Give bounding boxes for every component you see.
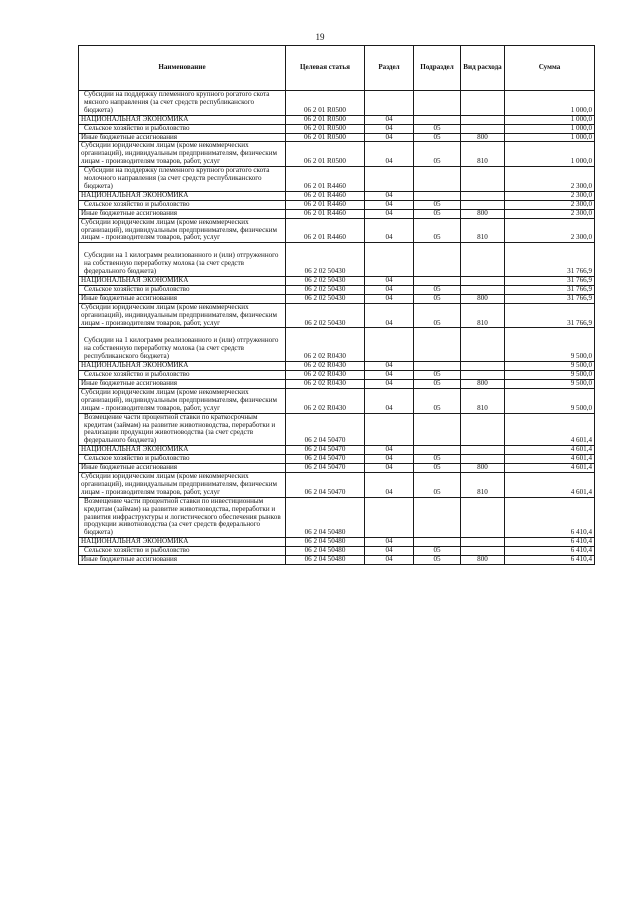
row-sum: 31 766,9 <box>505 277 595 286</box>
table-row <box>79 285 595 294</box>
header-type: Вид расхода <box>461 46 505 91</box>
header-name: Наименование <box>79 46 286 91</box>
row-sum: 6 410,4 <box>505 547 595 556</box>
row-code: 06 2 01 R4460 <box>286 218 365 243</box>
table-row <box>79 303 595 328</box>
row-section: 04 <box>365 209 414 218</box>
row-type: 810 <box>461 218 505 243</box>
row-subsection: 05 <box>414 209 461 218</box>
row-name: Сельское хозяйство и рыболовство <box>79 285 286 294</box>
row-subsection <box>414 91 461 116</box>
row-sum: 6 410,4 <box>505 556 595 565</box>
header-section: Раздел <box>365 46 414 91</box>
row-sum: 9 500,0 <box>505 388 595 413</box>
row-type <box>461 243 505 277</box>
row-code: 06 2 04 50470 <box>286 413 365 446</box>
row-code: 06 2 01 R0500 <box>286 91 365 116</box>
row-type <box>461 362 505 371</box>
row-type <box>461 115 505 124</box>
row-subsection: 05 <box>414 303 461 328</box>
row-section: 04 <box>365 380 414 389</box>
row-subsection: 05 <box>414 464 461 473</box>
row-name: Сельское хозяйство и рыболовство <box>79 547 286 556</box>
row-code: 06 2 04 50480 <box>286 556 365 565</box>
row-sum: 2 300,0 <box>505 209 595 218</box>
row-type <box>461 446 505 455</box>
row-sum: 2 300,0 <box>505 200 595 209</box>
row-type: 800 <box>461 294 505 303</box>
row-section: 04 <box>365 124 414 133</box>
row-section: 04 <box>365 446 414 455</box>
row-sum: 6 410,4 <box>505 497 595 538</box>
row-name: Субсидии на поддержку племенного крупного рогатого скота молочного направления (за счет средств республиканского бюджета) <box>79 167 286 192</box>
table-row <box>79 142 595 167</box>
row-name: Субсидии юридическим лицам (кроме некоммерческих организаций), индивидуальным предпринимателям, физическим лицам - производителям товаров, работ, услуг <box>79 218 286 243</box>
table-row <box>79 209 595 218</box>
row-section: 04 <box>365 200 414 209</box>
row-subsection: 05 <box>414 133 461 142</box>
row-code: 06 2 04 50470 <box>286 455 365 464</box>
row-sum: 2 300,0 <box>505 218 595 243</box>
row-subsection <box>414 497 461 538</box>
table-body <box>79 91 595 565</box>
row-section: 04 <box>365 464 414 473</box>
row-code: 06 2 02 R0430 <box>286 380 365 389</box>
row-sum: 2 300,0 <box>505 191 595 200</box>
row-section <box>365 497 414 538</box>
row-name: Сельское хозяйство и рыболовство <box>79 124 286 133</box>
row-name: Субсидии на 1 килограмм реализованного и (или) отгруженного на собственную переработку молока (за счет средств республиканского бюджета) <box>79 328 286 362</box>
row-sum: 4 601,4 <box>505 446 595 455</box>
row-name: Субсидии юридическим лицам (кроме некоммерческих организаций), индивидуальным предпринимателям, физическим лицам - производителям товаров, работ, услуг <box>79 142 286 167</box>
row-name: Иные бюджетные ассигнования <box>79 464 286 473</box>
row-subsection: 05 <box>414 547 461 556</box>
row-code: 06 2 02 R0430 <box>286 328 365 362</box>
row-section: 04 <box>365 115 414 124</box>
row-sum: 1 000,0 <box>505 115 595 124</box>
row-name: Субсидии на поддержку племенного крупного рогатого скота мясного направления (за счет средств республиканского бюджета) <box>79 91 286 116</box>
row-subsection: 05 <box>414 294 461 303</box>
row-subsection: 05 <box>414 472 461 497</box>
row-section: 04 <box>365 303 414 328</box>
row-sum: 4 601,4 <box>505 464 595 473</box>
table-row <box>79 124 595 133</box>
row-type <box>461 200 505 209</box>
row-name: НАЦИОНАЛЬНАЯ ЭКОНОМИКА <box>79 191 286 200</box>
header-subsection: Подраздел <box>414 46 461 91</box>
row-type: 810 <box>461 142 505 167</box>
row-type <box>461 91 505 116</box>
table-row <box>79 200 595 209</box>
row-name: Иные бюджетные ассигнования <box>79 380 286 389</box>
row-name: Сельское хозяйство и рыболовство <box>79 455 286 464</box>
row-section: 04 <box>365 218 414 243</box>
row-code: 06 2 01 R4460 <box>286 209 365 218</box>
row-code: 06 2 02 50430 <box>286 243 365 277</box>
table-row <box>79 91 595 116</box>
row-type <box>461 328 505 362</box>
row-type: 810 <box>461 303 505 328</box>
row-subsection: 05 <box>414 200 461 209</box>
row-name: Возмещение части процентной ставки по инвестиционным кредитам (займам) на развитие животноводства, переработки и развития инфраструктуры и логистического обеспечения рынков продукции животноводства (за счет средств федерального бюджета) <box>79 497 286 538</box>
table-row <box>79 556 595 565</box>
row-type <box>461 124 505 133</box>
row-section: 04 <box>365 455 414 464</box>
row-sum: 9 500,0 <box>505 380 595 389</box>
row-code: 06 2 01 R0500 <box>286 142 365 167</box>
row-section <box>365 167 414 192</box>
row-section <box>365 328 414 362</box>
row-subsection <box>414 243 461 277</box>
table-row <box>79 388 595 413</box>
row-type: 800 <box>461 556 505 565</box>
row-type: 800 <box>461 380 505 389</box>
row-type: 810 <box>461 388 505 413</box>
row-name: Сельское хозяйство и рыболовство <box>79 200 286 209</box>
row-subsection: 05 <box>414 380 461 389</box>
row-code: 06 2 01 R0500 <box>286 133 365 142</box>
row-type <box>461 191 505 200</box>
row-section: 04 <box>365 191 414 200</box>
row-name: Возмещение части процентной ставки по краткосрочным кредитам (займам) на развитие животноводства, переработки и реализации продукции животноводства (за счет средств федерального бюджета) <box>79 413 286 446</box>
row-type <box>461 277 505 286</box>
table-row <box>79 115 595 124</box>
table-row <box>79 294 595 303</box>
row-sum: 31 766,9 <box>505 243 595 277</box>
row-name: Иные бюджетные ассигнования <box>79 556 286 565</box>
header-code: Целевая статья <box>286 46 365 91</box>
row-sum: 2 300,0 <box>505 167 595 192</box>
row-name: Иные бюджетные ассигнования <box>79 294 286 303</box>
row-type <box>461 167 505 192</box>
row-section: 04 <box>365 285 414 294</box>
row-section: 04 <box>365 556 414 565</box>
row-section: 04 <box>365 362 414 371</box>
row-sum: 31 766,9 <box>505 285 595 294</box>
row-code: 06 2 01 R0500 <box>286 124 365 133</box>
row-sum: 1 000,0 <box>505 133 595 142</box>
row-code: 06 2 02 50430 <box>286 294 365 303</box>
table-row <box>79 328 595 362</box>
row-type: 810 <box>461 472 505 497</box>
row-section <box>365 243 414 277</box>
row-code: 06 2 01 R0500 <box>286 115 365 124</box>
row-type <box>461 538 505 547</box>
row-sum: 1 000,0 <box>505 142 595 167</box>
row-section: 04 <box>365 472 414 497</box>
row-sum: 4 601,4 <box>505 455 595 464</box>
row-type <box>461 413 505 446</box>
table-row <box>79 243 595 277</box>
row-code: 06 2 02 R0430 <box>286 388 365 413</box>
row-code: 06 2 02 50430 <box>286 277 365 286</box>
row-subsection <box>414 191 461 200</box>
table-row <box>79 218 595 243</box>
row-code: 06 2 04 50480 <box>286 538 365 547</box>
row-name: НАЦИОНАЛЬНАЯ ЭКОНОМИКА <box>79 446 286 455</box>
row-subsection: 05 <box>414 455 461 464</box>
row-code: 06 2 02 R0430 <box>286 362 365 371</box>
row-section: 04 <box>365 142 414 167</box>
row-code: 06 2 04 50480 <box>286 547 365 556</box>
row-subsection <box>414 167 461 192</box>
row-name: Субсидии юридическим лицам (кроме некоммерческих организаций), индивидуальным предпринимателям, физическим лицам - производителям товаров, работ, услуг <box>79 472 286 497</box>
table-row <box>79 413 595 446</box>
row-sum: 31 766,9 <box>505 303 595 328</box>
row-subsection: 05 <box>414 142 461 167</box>
row-type: 800 <box>461 209 505 218</box>
row-sum: 1 000,0 <box>505 91 595 116</box>
row-type <box>461 285 505 294</box>
row-name: НАЦИОНАЛЬНАЯ ЭКОНОМИКА <box>79 538 286 547</box>
row-code: 06 2 02 R0430 <box>286 371 365 380</box>
row-name: Иные бюджетные ассигнования <box>79 209 286 218</box>
row-name: НАЦИОНАЛЬНАЯ ЭКОНОМИКА <box>79 277 286 286</box>
row-section: 04 <box>365 547 414 556</box>
row-name: Субсидии на 1 килограмм реализованного и (или) отгруженного на собственную переработку молока (за счет средств федерального бюджета) <box>79 243 286 277</box>
row-subsection: 05 <box>414 371 461 380</box>
row-type: 800 <box>461 464 505 473</box>
row-code: 06 2 01 R4460 <box>286 200 365 209</box>
row-sum: 6 410,4 <box>505 538 595 547</box>
table-row <box>79 191 595 200</box>
row-code: 06 2 04 50480 <box>286 497 365 538</box>
row-code: 06 2 01 R4460 <box>286 191 365 200</box>
table-row <box>79 472 595 497</box>
row-code: 06 2 04 50470 <box>286 472 365 497</box>
row-subsection: 05 <box>414 556 461 565</box>
row-name: Иные бюджетные ассигнования <box>79 133 286 142</box>
row-code: 06 2 01 R4460 <box>286 167 365 192</box>
row-name: Субсидии юридическим лицам (кроме некоммерческих организаций), индивидуальным предпринимателям, физическим лицам - производителям товаров, работ, услуг <box>79 388 286 413</box>
row-type <box>461 497 505 538</box>
row-sum: 9 500,0 <box>505 362 595 371</box>
row-name: Субсидии юридическим лицам (кроме некоммерческих организаций), индивидуальным предпринимателям, физическим лицам - производителям товаров, работ, услуг <box>79 303 286 328</box>
table-row <box>79 167 595 192</box>
row-code: 06 2 04 50470 <box>286 446 365 455</box>
row-section: 04 <box>365 294 414 303</box>
row-type: 800 <box>461 133 505 142</box>
row-sum: 9 500,0 <box>505 371 595 380</box>
row-section: 04 <box>365 371 414 380</box>
row-subsection: 05 <box>414 285 461 294</box>
row-code: 06 2 02 50430 <box>286 285 365 294</box>
row-subsection: 05 <box>414 218 461 243</box>
row-section: 04 <box>365 133 414 142</box>
row-subsection <box>414 115 461 124</box>
row-subsection <box>414 328 461 362</box>
row-name: Сельское хозяйство и рыболовство <box>79 371 286 380</box>
row-section: 04 <box>365 538 414 547</box>
row-sum: 1 000,0 <box>505 124 595 133</box>
row-sum: 9 500,0 <box>505 328 595 362</box>
row-subsection: 05 <box>414 388 461 413</box>
row-sum: 31 766,9 <box>505 294 595 303</box>
page-number: 19 <box>315 32 325 42</box>
row-name: НАЦИОНАЛЬНАЯ ЭКОНОМИКА <box>79 115 286 124</box>
row-section: 04 <box>365 388 414 413</box>
header-sum: Сумма <box>505 46 595 91</box>
row-section: 04 <box>365 277 414 286</box>
row-subsection <box>414 413 461 446</box>
row-code: 06 2 02 50430 <box>286 303 365 328</box>
row-sum: 4 601,4 <box>505 413 595 446</box>
row-name: НАЦИОНАЛЬНАЯ ЭКОНОМИКА <box>79 362 286 371</box>
row-code: 06 2 04 50470 <box>286 464 365 473</box>
row-subsection: 05 <box>414 124 461 133</box>
table-row <box>79 497 595 538</box>
row-section <box>365 91 414 116</box>
row-section <box>365 413 414 446</box>
table-header-row <box>79 46 595 91</box>
row-sum: 4 601,4 <box>505 472 595 497</box>
budget-table <box>78 45 595 565</box>
